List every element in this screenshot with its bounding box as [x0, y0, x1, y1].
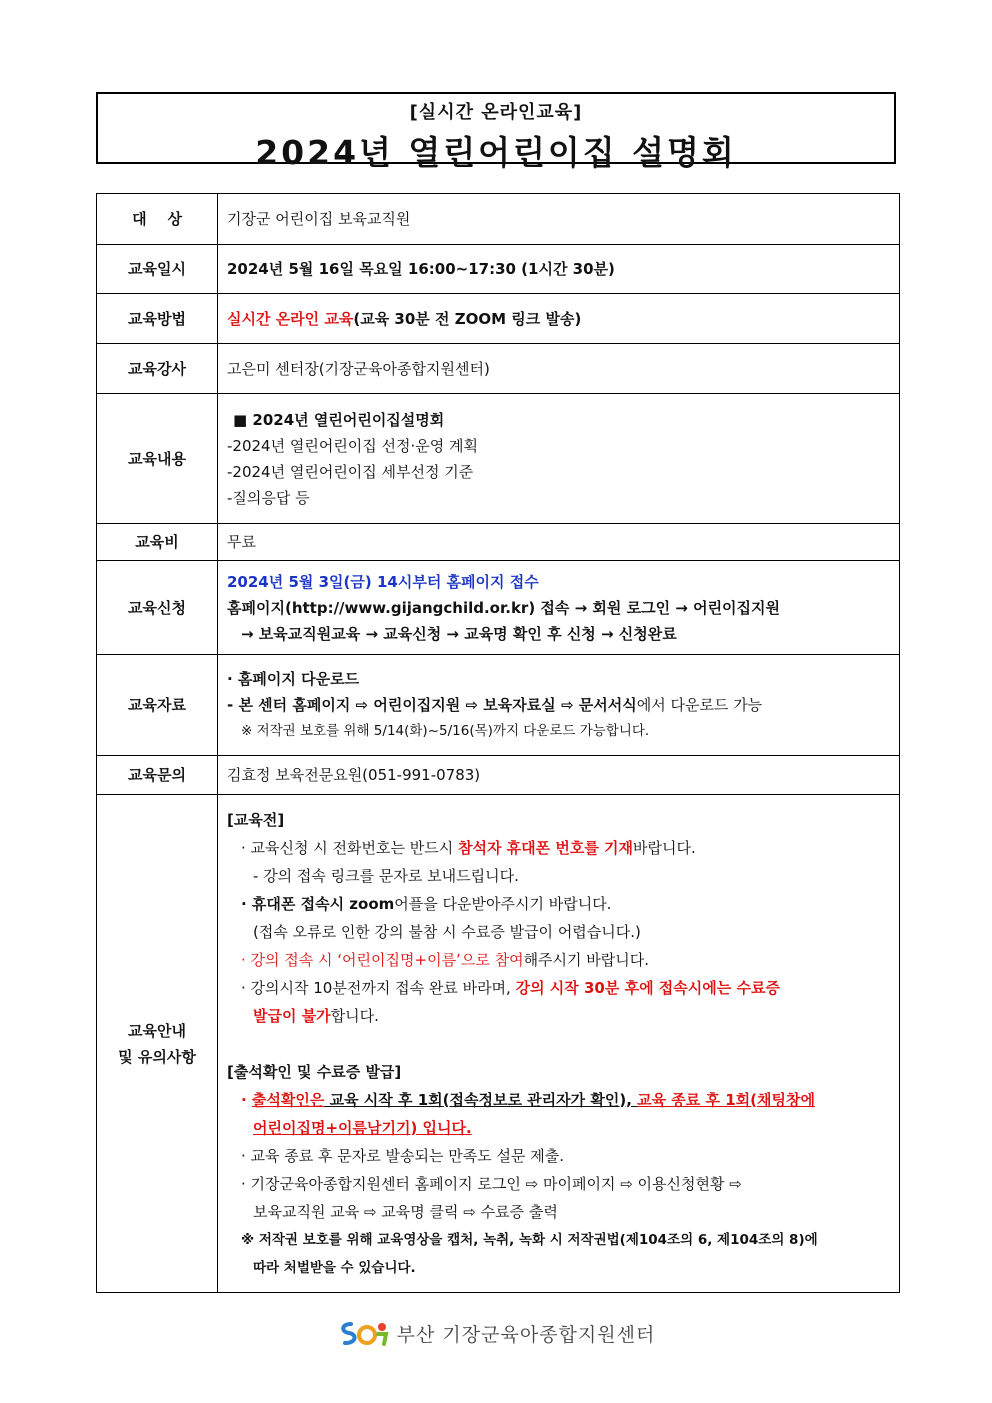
page-title: 2024년 열린어린이집 설명회	[255, 133, 737, 172]
bullet-highlight: 발급이 불가	[253, 1006, 331, 1025]
label-method: 교육방법	[97, 294, 218, 344]
content-item: -질의응답 등	[227, 488, 310, 507]
label-target: 대 상	[97, 194, 218, 245]
value-fee: 무료	[218, 524, 900, 561]
bullet-highlight: 강의 시작 30분 후에 접속시에는 수료증	[515, 978, 780, 997]
bullet-bold: · 휴대폰 접속시 zoom	[241, 894, 395, 913]
value-contact: 김효정 보육전문요원(051-991-0783)	[218, 756, 900, 795]
row-apply	[97, 561, 900, 655]
label-date: 교육일시	[97, 245, 218, 294]
page-subtitle: [실시간 온라인교육]	[409, 102, 583, 123]
value-materials	[218, 655, 900, 756]
apply-steps-line: → 보육교직원교육 → 교육신청 → 교육명 확인 후 신청 → 신청완료	[241, 624, 677, 643]
method-highlight: 실시간 온라인 교육	[227, 309, 354, 328]
guide-bullet	[227, 834, 890, 862]
guide-sub: 보육교직원 교육 ⇨ 교육명 클릭 ⇨ 수료증 출력	[253, 1202, 558, 1221]
guide-sub	[227, 1002, 890, 1030]
apply-date-line: 2024년 5월 3일(금) 14시부터 홈페이지 접수	[227, 572, 539, 591]
guide-sub: - 강의 접속 링크를 문자로 보내드립니다.	[253, 866, 519, 885]
title-box	[96, 92, 896, 172]
bullet-highlight: 교육 종료 후 1회(채팅창에	[637, 1090, 815, 1109]
label-materials: 교육자료	[97, 655, 218, 756]
bullet-highlight: 출석확인은	[251, 1090, 325, 1109]
info-table	[96, 193, 900, 1293]
bullet-text: · 교육신청 시 전화번호는 반드시	[241, 838, 458, 857]
guide-bullet	[227, 946, 890, 974]
row-date	[97, 245, 900, 294]
materials-title: · 홈페이지 다운로드	[227, 670, 360, 688]
label-content: 교육내용	[97, 394, 218, 524]
row-contact	[97, 756, 900, 795]
bullet-text: 교육 시작 후 1회(접속정보로 관리자가 확인),	[324, 1090, 638, 1109]
label-apply: 교육신청	[97, 561, 218, 655]
row-fee	[97, 524, 900, 561]
footer	[0, 1318, 992, 1352]
label-fee: 교육비	[97, 524, 218, 561]
row-method	[97, 294, 900, 344]
bullet-text: 합니다.	[330, 1006, 379, 1025]
row-target	[97, 194, 900, 245]
copyright-note: ※ 저작권 보호를 위해 교육영상을 캡처, 녹취, 녹화 시 저작권법(제104조의 6, 제104조의 8)에	[241, 1231, 818, 1248]
bullet-highlight: 참석자 휴대폰 번호를 기재	[457, 838, 634, 857]
guide-bullet	[227, 974, 890, 1002]
after-title: [출석확인 및 수료증 발급]	[227, 1062, 402, 1081]
method-rest: (교육 30분 전 ZOOM 링크 발송)	[353, 309, 582, 328]
value-target: 기장군 어린이집 보육교직원	[218, 194, 900, 245]
label-guide-line: 및 유의사항	[118, 1047, 196, 1066]
bullet-text: 바랍니다.	[633, 838, 696, 857]
bullet-highlight: · 강의 접속 시 ‘어린이집명+이름’으로 참여	[241, 950, 524, 969]
before-title: [교육전]	[227, 810, 285, 829]
value-lecturer: 고은미 센터장(기장군육아종합지원센터)	[218, 344, 900, 394]
materials-path-rest: 에서 다운로드 가능	[636, 696, 763, 714]
materials-path	[227, 692, 890, 718]
value-content	[218, 394, 900, 524]
label-guide	[97, 795, 218, 1293]
materials-path-bold: - 본 센터 홈페이지 ⇨ 어린이집지원 ⇨ 보육자료실 ⇨ 문서서식	[227, 696, 637, 714]
row-content	[97, 394, 900, 524]
row-guide	[97, 795, 900, 1293]
footer-org-name: 부산 기장군육아종합지원센터	[396, 1323, 656, 1346]
row-materials	[97, 655, 900, 756]
materials-note: ※ 저작권 보호를 위해 5/14(화)~5/16(목)까지 다운로드 가능합니다.	[241, 723, 650, 739]
sun-child-logo-icon	[337, 1318, 391, 1348]
guide-bullet	[227, 890, 890, 918]
bullet-text: 해주시기 바랍니다.	[523, 950, 650, 969]
bullet-text: 어플을 다운받아주시기 바랍니다.	[394, 894, 612, 913]
spacer	[227, 1030, 890, 1058]
content-item: -2024년 열린어린이집 선정·운영 계획	[227, 436, 479, 455]
content-item: -2024년 열린어린이집 세부선정 기준	[227, 462, 474, 481]
label-guide-line: 교육안내	[128, 1021, 186, 1040]
value-method	[218, 294, 900, 344]
guide-bullet	[227, 1086, 890, 1114]
guide-sub	[227, 1114, 890, 1142]
row-lecturer	[97, 344, 900, 394]
value-date: 2024년 5월 16일 목요일 16:00~17:30 (1시간 30분)	[218, 245, 900, 294]
bullet-dot: ·	[241, 1090, 252, 1109]
label-lecturer: 교육강사	[97, 344, 218, 394]
bullet-text: · 강의시작 10분전까지 접속 완료 바라며,	[241, 978, 516, 997]
guide-sub: (접속 오류로 인한 강의 불참 시 수료증 발급이 어렵습니다.)	[253, 922, 641, 941]
guide-bullet: · 기장군육아종합지원센터 홈페이지 로그인 ⇨ 마이페이지 ⇨ 이용신청현황 ⇨	[241, 1174, 742, 1193]
content-heading: ■ 2024년 열린어린이집설명회	[233, 410, 445, 429]
value-apply	[218, 561, 900, 655]
label-contact: 교육문의	[97, 756, 218, 795]
guide-bullet: · 교육 종료 후 문자로 발송되는 만족도 설문 제출.	[241, 1146, 564, 1165]
value-guide	[218, 795, 900, 1293]
bullet-highlight: 어린이집명+이름남기기) 입니다.	[253, 1118, 472, 1137]
apply-steps-line: 홈페이지(http://www.gijangchild.or.kr) 접속 → 회원 로그인 → 어린이집지원	[227, 598, 781, 617]
copyright-note: 따라 처벌받을 수 있습니다.	[253, 1259, 416, 1276]
